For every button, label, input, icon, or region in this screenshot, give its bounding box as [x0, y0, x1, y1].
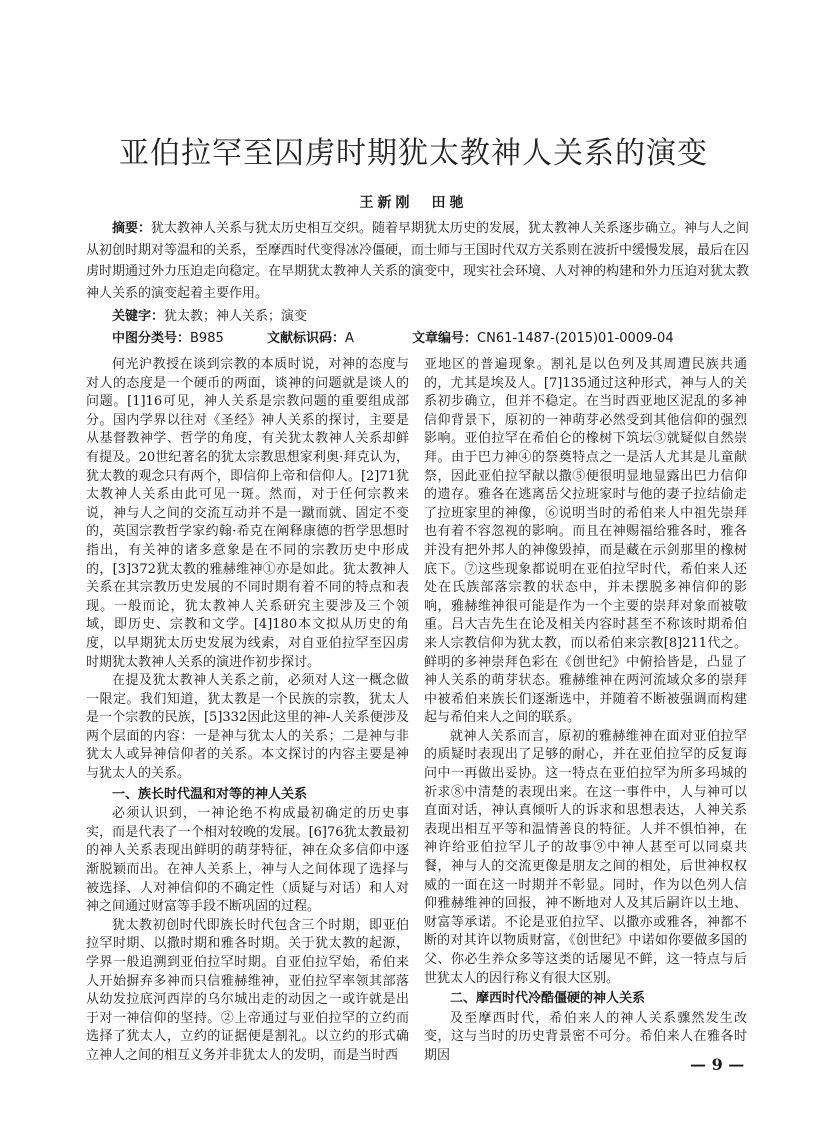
clc-value: B985	[190, 331, 224, 346]
section-heading: 一、族长时代温和对等的神人关系	[112, 786, 308, 802]
page-number: — 9 —	[690, 1055, 745, 1074]
right-column	[424, 356, 747, 1066]
paragraph: 犹太教初创时代即族长时代包含三个时期，即亚伯拉罕时期、以撒时期和雅各时期。关于犹太教的起源，学界一般追溯到亚伯拉罕时期。自亚伯拉罕始，希伯来人开始摒弃多神而只信雅赫维神，亚伯拉罕率领其部落从幼发拉底河西岸的乌尔城出走的动因之一或许就是出于对一神信仰的坚持。②上帝通过与亚伯拉罕的立约而选择了犹太人，立约的证据便是割礼。以立约的形式确立神人之间的相互义务并非犹太人的发明，而是当时西	[86, 917, 409, 1063]
paragraph: 亚地区的普遍现象。割礼是以色列及其周遭民族共通的，尤其是埃及人。[7]135通过这种形式，神与人的关系初步确立，但并不稳定。在当时西亚地区泥乱的多神信仰背景下，原初的一神萌芽必然受到其他信仰的强烈影响。亚伯拉罕在希伯仑的橡树下筑坛③就疑似自然崇拜。由于巴力神④的祭奠特点之一是活人尤其是儿童献祭，因此亚伯拉罕献以撒⑤便很明显地显露出巴力信仰的遗存。雅各在逃离岳父拉班家时与他的妻子拉结偷走了拉班家里的神像，⑥说明当时的希伯来人中祖先崇拜也有着不容忽视的影响。而且在神赐福给雅各时，雅各并没有把外邦人的神像毁掉，而是藏在示剑那里的橡树底下。⑦这些现象都说明在亚伯拉罕时代，希伯来人还处在氏族部落宗教的状态中，并未摆脱多神信仰的影响，雅赫维神很可能是作为一个主要的崇拜对象而被敬重。吕大吉先生在论及相关内容时甚至不称该时期希伯来人宗教信仰为犹太教，而以希伯来宗教[8]211代之。鲜明的多神崇拜色彩在《创世纪》中俯拾皆是，凸显了神人关系的萌芽状态。雅赫维神在两河流域众多的崇拜中被希伯来族长们逐渐选中，并随着不断被强调而构建起与希伯来人之间的联系。	[424, 357, 747, 726]
paragraph: 就神人关系而言，原初的雅赫维神在面对亚伯拉罕的质疑时表现出了足够的耐心，并在亚伯拉罕的反复诲问中一再做出妥协。这一特点在亚伯拉罕为所多玛城的祈求⑧中清楚的表现出来。在这一事件中，人与神可以直面对话，神认真倾听人的诉求和思想表达，人神关系表现出相互平等和温情善良的特征。人并不惧怕神，在神许给亚伯拉罕儿子的故事⑨中神人甚至可以同桌共餐，神与人的交流更像是朋友之间的相处，后世神权权威的一面在这一时期并不彰显。同时，作为以色列人信仰雅赫维神的回报，神不断地对人及其后嗣许以土地、财富等承诺。不论是亚伯拉罕、以撒亦或雅各，神都不断的对其许以物质财富，《创世纪》中诺如你要做多国的父、你必生养众多等这类的话屡见不鲜，这一特点与后世犹太人的因行称义有很大区别。	[424, 728, 747, 986]
abstract-label: 摘要：	[112, 221, 152, 236]
paragraph: 必须认识到，一神论绝不构成最初确定的历史事实，而是代表了一个相对较晚的发展。[6]76犹太教最初的神人关系表现出鲜明的萌芽特征，神在众多信仰中逐渐脱颖而出。在神人关系上，神与人之间体现了选择与被选择、人对神信仰的不确定性（质疑与对话）和人对神之间通过财富等手段不断巩固的过程。	[86, 806, 409, 915]
authors: 王新刚 田驰	[359, 195, 468, 211]
doc-label: 文献标识码：	[267, 331, 346, 346]
doc-value: A	[345, 331, 354, 346]
section-heading: 二、摩西时代冷酷僵硬的神人关系	[450, 991, 646, 1007]
paper-title: 亚伯拉罕至囚虏时期犹太教神人关系的演变	[119, 136, 708, 171]
art-value: CN61-1487-(2015)01-0009-04	[477, 331, 674, 346]
art-label: 文章编号：	[412, 331, 478, 346]
abstract	[86, 218, 750, 304]
clc-label: 中图分类号：	[112, 331, 191, 346]
clc-number	[112, 327, 224, 346]
article-number	[412, 327, 674, 346]
abstract-text: 犹太教神人关系与犹太历史相互交织。随着早期犹太历史的发展，犹太教神人关系逐步确立。神与人之间从初创时期对等温和的关系，至摩西时代变得冰冷僵硬，而士师与王国时代双方关系则在波折中缓慢发展，最后在囚虏时期通过外力压迫走向稳定。在早期犹太教神人关系的演变中，现实社会环境、人对神的构建和外力压迫对犹太教神人关系的演变起着主要作用。	[86, 221, 750, 301]
left-column	[86, 356, 409, 1066]
paragraph: 在提及犹太教神人关系之前，必须对人这一概念做一限定。我们知道，犹太教是一个民族的宗教，犹太人是一个宗教的民族，[5]332因此这里的神-人关系便涉及两个层面的内容：一是神与犹太人的关系；二是神与非犹太人或异神信仰者的关系。本文探讨的内容主要是神与犹太人的关系。	[86, 673, 409, 782]
paragraph: 何光沪教授在谈到宗教的本质时说，对神的态度与对人的态度是一个硬币的两面，谈神的问题就是谈人的问题。[1]16可见，神人关系是宗教问题的重要组成部分。国内学界以往对《圣经》神人关系的探讨，主要是从基督教神学、哲学的角度，有关犹太教神人关系却鲜有提及。20世纪著名的犹太宗教思想家利奥·拜克认为，犹太教的观念只有两个，即信仰上帝和信仰人。[2]71犹太教神人关系由此可见一斑。然而，对于任何宗教来说，神与人之间的交流互动并不是一蹴而就、固定不变的，英国宗教哲学家约翰·希克在阐释康德的哲学思想时指出，有关神的诸多意象是在不同的宗教历史中形成的，[3]372犹太教的雅赫维神①亦是如此。犹太教神人关系在其宗教历史发展的不同时期有着不同的特点和表现。一般而论，犹太教神人关系研究主要涉及三个领域，即历史、宗教和文学。[4]180本文拟从历史的角度，以早期犹太历史发展为线索，对自亚伯拉罕至囚虏时期犹太教神人关系的演进作初步探讨。	[86, 357, 409, 670]
keywords-label: 关键字：	[112, 309, 165, 324]
keywords-text: 犹太教；神人关系；演变	[164, 309, 308, 324]
paragraph: 及至摩西时代，希伯来人的神人关系骤然发生改变，这与当时的历史背景密不可分。希伯来人在雅各时期因	[424, 1010, 747, 1063]
keywords	[112, 305, 307, 324]
doc-code	[267, 327, 354, 346]
